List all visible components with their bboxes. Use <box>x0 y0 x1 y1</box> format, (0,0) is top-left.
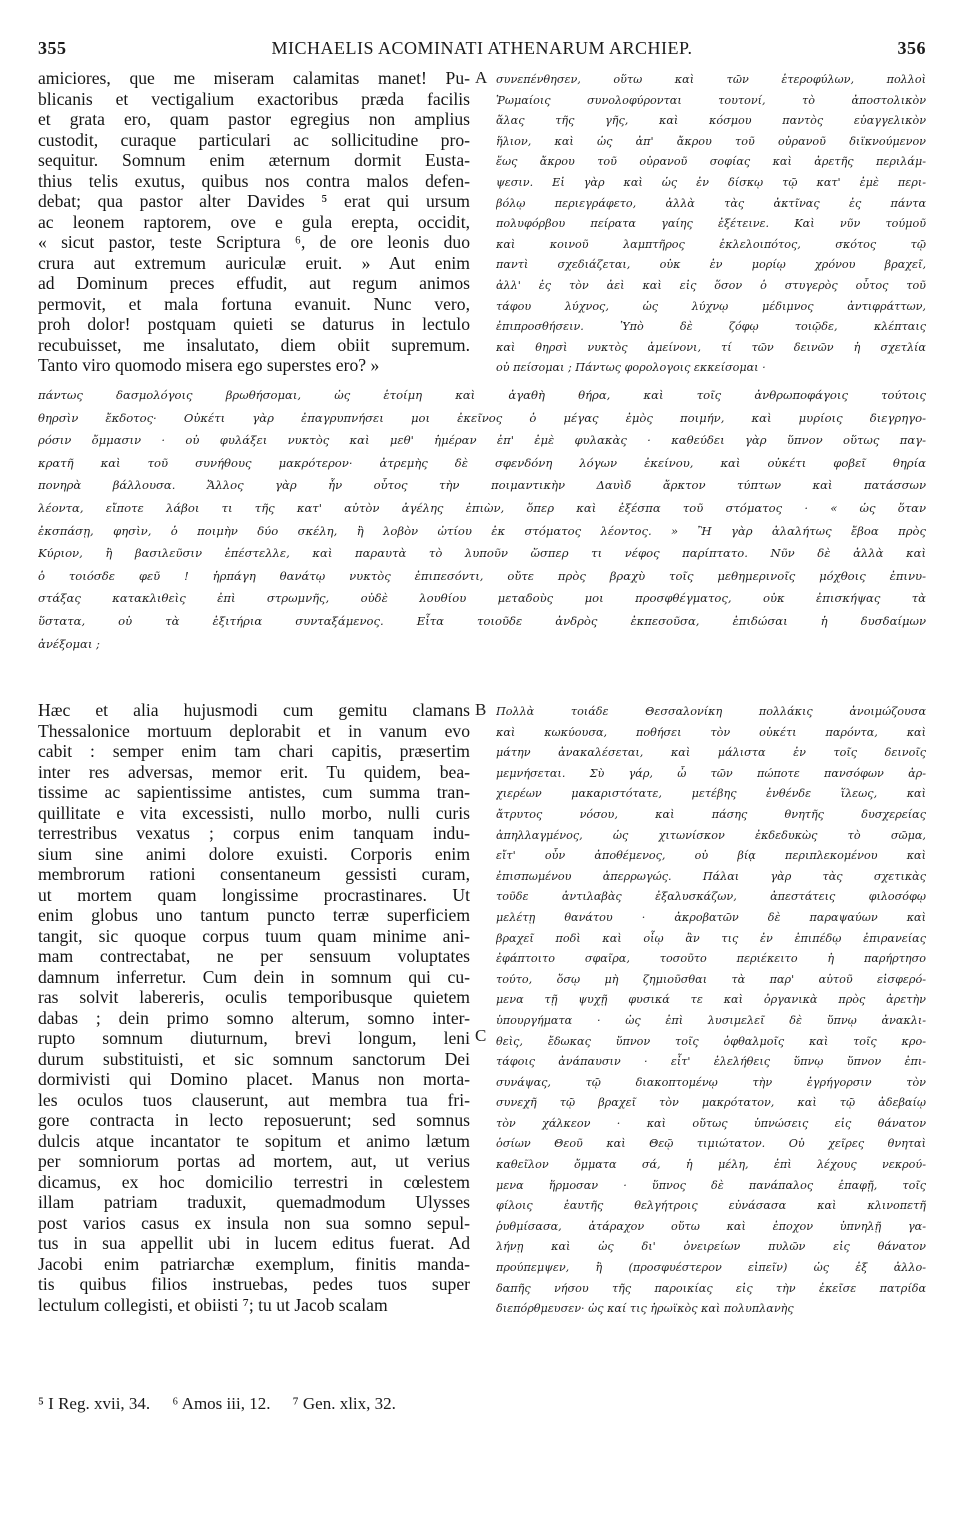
text-line: ἄτρυτος νόσου, καὶ πάσης θνητῆς δυσχερείας <box>496 807 926 821</box>
text-line: συνεπένθησεν, οὕτω καὶ τῶν ἑτεροφύλων, πολλοὶ <box>496 73 926 86</box>
text-line: προύπεμψεν, ἢ (προσφυέστερον εἰπεῖν) ὡς ἐξ ἀλλο- <box>496 1261 926 1275</box>
text-line: thius telis exutus, quibus nos contra malos defen- <box>38 170 470 191</box>
text-line: damnum inferretur. Cum dein in somnum qui cu- <box>38 966 470 987</box>
text-line: Ῥωμαίοις συνολοφύρονται τουτονί, τὸ ἀποστολικὸν <box>496 93 926 107</box>
text-line: μενα τῇ ψυχῇ φυσικά τε καὶ ὀργανικὰ πρὸς ἀρετὴν <box>496 993 926 1007</box>
text-line: enim globus uno tantum puncto terræ superficiem <box>38 905 470 925</box>
text-line: ras solvit labereris, oculis temporibusque quietem <box>38 987 470 1007</box>
text-line: μενα ἥρμοσαν · ὕπνος δὲ πανάπαλος ἐπαφῇ, τοῖς <box>496 1178 926 1192</box>
text-line: ἅλας τῆς γῆς, καὶ κόσμου παντὸς εὐαγγελικὸν <box>496 114 926 128</box>
text-line: ῥυθμίσασα, ἀτάραχον οὕτω καὶ ἐποχον ὑπνηλῇ γα- <box>496 1219 926 1233</box>
text-line: λήνῃ καὶ ὡς δι' ὀνειρείων πυλῶν εἰς θάνατον <box>496 1240 926 1254</box>
text-line: θεὶς, ἔδωκας ὕπνον τοῖς ὀφθαλμοῖς καὶ τοῖς κρο- <box>496 1034 926 1048</box>
text-line: dabas ; dein primo somno alterum, somno inter- <box>38 1007 470 1028</box>
text-line: recubuisset, me insalutato, diem obiit supremum. <box>38 334 470 355</box>
text-line: illam patriam traduxit, quemadmodum Ulysses <box>38 1192 470 1212</box>
text-line: ἀπηλλαγμένος, ὡς χιτωνίσκον ἐκδεδυκὼς τὸ σῶμα, <box>496 828 926 842</box>
text-line: custodit, curaque particulari ac sollicitudine pro- <box>38 129 470 150</box>
text-line: ρόσιν ὄμμασιν · οὐ φυλάξει νυκτὸς καὶ μεθ' ἡμέραν ἐπ' ἐμὲ φυλακὰς · καθεύδει γὰρ ὕπνον οὕτως παγ- <box>38 433 926 448</box>
text-line: μάτην ἀνακαλέσεται, καὶ μάλιστα ἐν τοῖς δεινοῖς <box>496 746 926 760</box>
text-line: et grata ero, quam pastor egregius non amplius <box>38 109 470 129</box>
margin-marker-a: A <box>475 68 488 87</box>
text-line: rupto somnum diuturnum, brevi longum, leni <box>38 1028 470 1048</box>
text-line: Jacobi enim patriarchæ exemplum, finitis manda- <box>38 1253 470 1274</box>
text-line: terrestribus vexatus ; corpus enim tanquam indu- <box>38 823 470 843</box>
text-line: ψεσιν. Εἰ γὰρ καὶ ὡς ἐν δίσκῳ τῷ κατ' ἐμὲ περι- <box>496 175 926 189</box>
greek-full-width-passage <box>38 384 926 660</box>
text-line: per somniorum portas ad mortem, aut, ut verius <box>38 1151 470 1171</box>
text-line: lectulum collegisti, et obiisti ⁷; tu ut Jacob scalam <box>38 1294 388 1315</box>
text-line: τοῦδε ἀντιλαβὰς ἐξαλυσκάζων, ἀπεστάτεις φιλοσόφῳ <box>496 890 926 904</box>
text-line: amiciores, que me miseram calamitas manet! Pu- <box>38 68 470 88</box>
text-line: διεπόρθμευσεν· ὡς καί τις ἡρωϊκὸς καὶ πολυπλανὴς <box>496 1302 794 1316</box>
text-line: dulcis atque incantator te sopitum et animo lætum <box>38 1130 470 1151</box>
text-line: ac leonem raptorem, ove e gula erepta, occidit, <box>38 211 470 232</box>
text-line: inter res adversas, memor erit. Tu quidem, bea- <box>38 761 470 782</box>
text-line: πονηρὰ βάλλουσα. Ἄλλος γὰρ ἦν οὗτος τὴν ποιμαντικὴν Δαυὶδ ἄρκτον τύπτων καὶ πατάσσων <box>38 478 926 493</box>
text-line: ὁ τοιόσδε φεῦ ! ἡρπάγη θανάτῳ νυκτὸς ἐπιπεσόντι, οὔτε πρὸς βραχὺ τοῖς μεθημερινοῖς μόχθοις ἐπινυ- <box>38 568 926 583</box>
text-line: δαπῆς νήσου τῆς παροικίας εἰς τὴν ἐκεῖσε πατρίδα <box>496 1281 926 1295</box>
text-line: οὐ πείσομαι ; Πάντως φορολογοις εκκείσομαι · <box>496 361 766 375</box>
text-line: dicamus, ex hoc domicilio terrestri in cœlestem <box>38 1171 470 1192</box>
text-line: mam contrectabat, ne per sensuum voluptates <box>38 946 470 966</box>
text-line: ὁσίων Θεοῦ καὶ Θεῷ τιμιώτατον. Οὐ χεῖρες θνηταὶ <box>496 1137 926 1151</box>
text-line: θηρσὶν ἔκδοτος· Οὐκέτι γὰρ ἐπαγρυπνήσει μοι ἐκεῖνος ὁ μέγας ἐμὸς ποιμήν, καὶ μυρίοις διεγρηγο- <box>38 410 926 425</box>
footnote-7: ⁷ Gen. xlix, 32. <box>292 1394 396 1413</box>
greek-column-top <box>496 70 926 382</box>
text-line: Πολλὰ τοιάδε Θεσσαλονίκη πολλάκις ἀνοιμώζουσα <box>496 705 926 718</box>
text-line: καὶ κωκύουσα, ποθήσει τὸν οὐκέτι παρόντα, καὶ <box>496 725 926 739</box>
text-line: tissime ac sapientissime antistes, cum summa tran- <box>38 782 470 802</box>
text-line: κρατῆ καὶ τοῦ συνήθους μακρότερον· ἀτρεμὴς δὲ σφενδόνη λόγων ἐκείνου, καὶ οὐκέτι φοβεῖ θηρία <box>38 455 926 470</box>
text-line: συνάψας, τῷ διακοπτομένῳ τὴν ἐγρήγορσιν τὸν <box>496 1075 926 1089</box>
text-line: Hæc et alia hujusmodi cum gemitu clamans <box>38 700 470 720</box>
text-line: sium sine animi dolore exuisti. Corporis enim <box>38 843 470 864</box>
left-page-number: 355 <box>38 38 67 58</box>
text-line: ἀνέξομαι ; <box>38 636 100 651</box>
text-line: πάντως δασμολόγοις βρωθήσομαι, ὡς ἑτοίμη καὶ ἀγαθὴ θήρα, καὶ τοῖς ἀνθρωποφάγοις τούτοις <box>38 388 926 402</box>
text-line: dormivisti qui Domino placet. Manus non morta- <box>38 1069 470 1089</box>
text-line: crura aut extremum auriculæ eruit. » Aut enim <box>38 252 470 273</box>
text-line: ut mortem quam longissime procrastinares. Ut <box>38 884 470 905</box>
text-line: ὕστατα, οὐ τὰ ἐξιτήρια συνταξάμενος. Εἶτα τοιοῦδε ἀνδρὸς ἐκπεσοῦσα, ἐπιδώσαι ἡ δυσδαίμων <box>38 613 926 628</box>
text-line: ad Dominum preces effudit, aut regum animos <box>38 273 470 293</box>
text-line: καὶ κοινοῦ λαμπτῆρος ἐκλελοιπότος, σκότος τῷ <box>496 237 926 251</box>
text-line: debat; qua pastor alter Davides ⁵ erat qui ursum <box>38 191 470 211</box>
text-line: blicanis et vectigalium exactoribus præda facilis <box>38 88 470 109</box>
text-line: les oculos tuos clauserunt, aut membra tua fri- <box>38 1089 470 1110</box>
text-line: ἕως ἄκρου τοῦ οὐρανοῦ σοφίας καὶ ἀρετῆς περιλάμ- <box>496 155 926 169</box>
margin-marker-c: C <box>475 1026 487 1045</box>
text-line: durum substituisti, et sic somnum sanctorum Dei <box>38 1048 470 1069</box>
text-line: χιερέων μακαριστότατε, μετέβης ἐνθένδε ἵλεως, καὶ <box>496 787 926 801</box>
text-line: μελέτῃ θανάτου · ἀκροβατῶν δὲ παραψαύων καὶ <box>496 910 926 924</box>
text-line: τάφου λύχνος, ὡς λύχνῳ μέδιμνος ἀντιφράττων, <box>496 299 926 313</box>
text-line: βόλῳ περιεγράφετο, ἀλλὰ τὰς ἀκτῖνας ἐς πάντα <box>496 196 926 210</box>
text-line: ἐπιπροσθήσειν. Ὑπὸ δὲ ζόφῳ τοιῷδε, κλέπταις <box>496 320 926 334</box>
text-line: Κύριον, ἢ βασιλεῦσιν ἐπέστελλε, καὶ παραυτὰ τὸ λυποῦν ὥσπερ τι νέφος παρίπτατο. Νῦν δὲ ἀλλὰ καὶ <box>38 546 926 561</box>
text-line: membrorum rationi consentaneum gessisti curam, <box>38 864 470 884</box>
text-line: Thessalonice mortuum deplorabit et in vanum evo <box>38 720 470 741</box>
text-line: στάξας κατακλιθεὶς ἐπὶ στρωμνῆς, οὐδὲ λουθίου μεταδοὺς μοι προσφθέγματος, οὐκ ἐπισκήψας τὰ <box>38 591 926 606</box>
text-line: τάφοις ἀνάπαυσιν · εἶτ' ἐλελήθεις ὕπνῳ ὕπνον ἐπι- <box>496 1055 926 1069</box>
text-line: συνεχῆ τῷ βραχεῖ τὸν μακρότατον, καὶ τῷ ἀδεβαίῳ <box>496 1096 926 1110</box>
text-line: permovit, et mala fortuna evanuit. Nunc vero, <box>38 293 470 314</box>
text-line: καὶ θηρσὶ νυκτὸς ἀμείνονι, τί τῶν δεινῶν ἡ σχετλία <box>496 340 926 354</box>
latin-column-bottom <box>38 700 470 1322</box>
text-line: ὑπουργήματα · ὡς ἐπὶ λυσιμελεῖ δὲ ὕπνῳ ἀνακλι- <box>496 1013 926 1027</box>
footnote-5: ⁵ I Reg. xvii, 34. <box>38 1394 151 1413</box>
text-line: quillitate e vita excessisti, nullo morbo, nulli curis <box>38 802 470 823</box>
margin-marker-b: B <box>475 700 487 719</box>
greek-column-bottom <box>496 702 926 1324</box>
text-line: εἴτ' οὖν ἀποθέμενος, οὐ βίᾳ περιπλεκομένου καὶ <box>496 849 926 863</box>
text-line: φίλοις ἑαυτῆς θελγήτροις εὐνάσασα καὶ κλινοπετῆ <box>496 1199 926 1213</box>
text-line: βραχεῖ ποδὶ καὶ οἷῳ ἂν τις ἐν ἐπιπέδῳ ἐπιρανείας <box>496 931 926 945</box>
text-line: ἐπισπωμένου ἀπερρωγώς. Πάλαι γὰρ τὰς σχετικὰς <box>496 869 926 883</box>
text-line: ἐκσπάσῃ, φησὶν, ὁ ποιμὴν δύο σκέλη, ἢ λοβὸν ὠτίου ἐκ στόματος λέοντος. » Ἢ γὰρ ἀλαλήτως ἔβοα πρὸς <box>38 523 926 538</box>
text-line: tus in sua appellit ubi in lucem editus fuerat. Ad <box>38 1233 470 1253</box>
text-line: ἐφάπτοιτο σφαῖρα, τοσοῦτο περιέκειτο ἡ παρήρτησο <box>496 952 926 966</box>
right-page-number: 356 <box>897 38 926 58</box>
text-line: ἀλλ' ἐς τὸν ἀεὶ καὶ εἰς ὅσον ὁ στυγερὸς οὗτος τοῦ <box>496 278 926 292</box>
footnotes <box>38 1394 478 1418</box>
running-title: MICHAELIS ACOMINATI ATHENARUM ARCHIEP. <box>271 38 693 58</box>
text-line: tangit, sic quoque corpus tuum quam minime ani- <box>38 925 470 946</box>
text-line: ἥλιον, καὶ ὡς ἀπ' ἄκρου τοῦ οὐρανοῦ διϊκνούμενον <box>496 134 926 148</box>
text-line: πολυφόρβου πείρατα γαίης ἐξέτεινε. Καὶ νῦν τούμοῦ <box>496 217 926 231</box>
text-line: μεμνήσεται. Σὺ γάρ, ὦ τῶν πώποτε πανσόφων ἀρ- <box>496 766 926 780</box>
latin-column-top <box>38 68 470 380</box>
running-header <box>38 38 926 62</box>
text-line: καθεῖλον ὄμματα σά, ἡ μέλη, ἐπὶ λέχους νεκρού- <box>496 1158 926 1172</box>
text-line: sequitur. Somnum enim æternum dormit Eusta- <box>38 150 470 170</box>
text-line: post varios casus ex insula non sua somno sepul- <box>38 1212 470 1233</box>
text-line: tis quibus filios instruebas, pedes tuos super <box>38 1274 470 1294</box>
text-line: gore contracta in lecto reposuerunt; sed somnus <box>38 1110 470 1130</box>
text-line: proh dolor! postquam quieti se daturus in lectulo <box>38 314 470 334</box>
text-line: τούτο, ὅσῳ μὴ ζημιοῦσθαι τὰ παρ' αὐτοῦ εἰσφερό- <box>496 972 926 986</box>
text-line: Tanto viro quomodo misera ego superstes ero? » <box>38 355 380 375</box>
text-line: cabit : semper enim tam chari capitis, præsertim <box>38 741 470 761</box>
text-line: παντὶ σχεδιάζεται, οὐκ ἐν μορίῳ χρόνου βραχεῖ, <box>496 258 926 272</box>
text-line: τὸν χάλκεον · καὶ οὕτως ὑπνώσεις εἰς θάνατον <box>496 1116 926 1130</box>
text-line: λέοντα, εἴποτε λάβοι τι τῆς κατ' αὐτὸν ἀγέλης ἐπιὼν, ὅπερ καὶ ἐξέσπα τοῦ στόματος · « ὡς ὅταν <box>38 500 926 515</box>
text-line: « sicut pastor, teste Scriptura ⁶, de ore leonis duo <box>38 232 470 252</box>
footnote-6: ⁶ Amos iii, 12. <box>172 1394 271 1413</box>
